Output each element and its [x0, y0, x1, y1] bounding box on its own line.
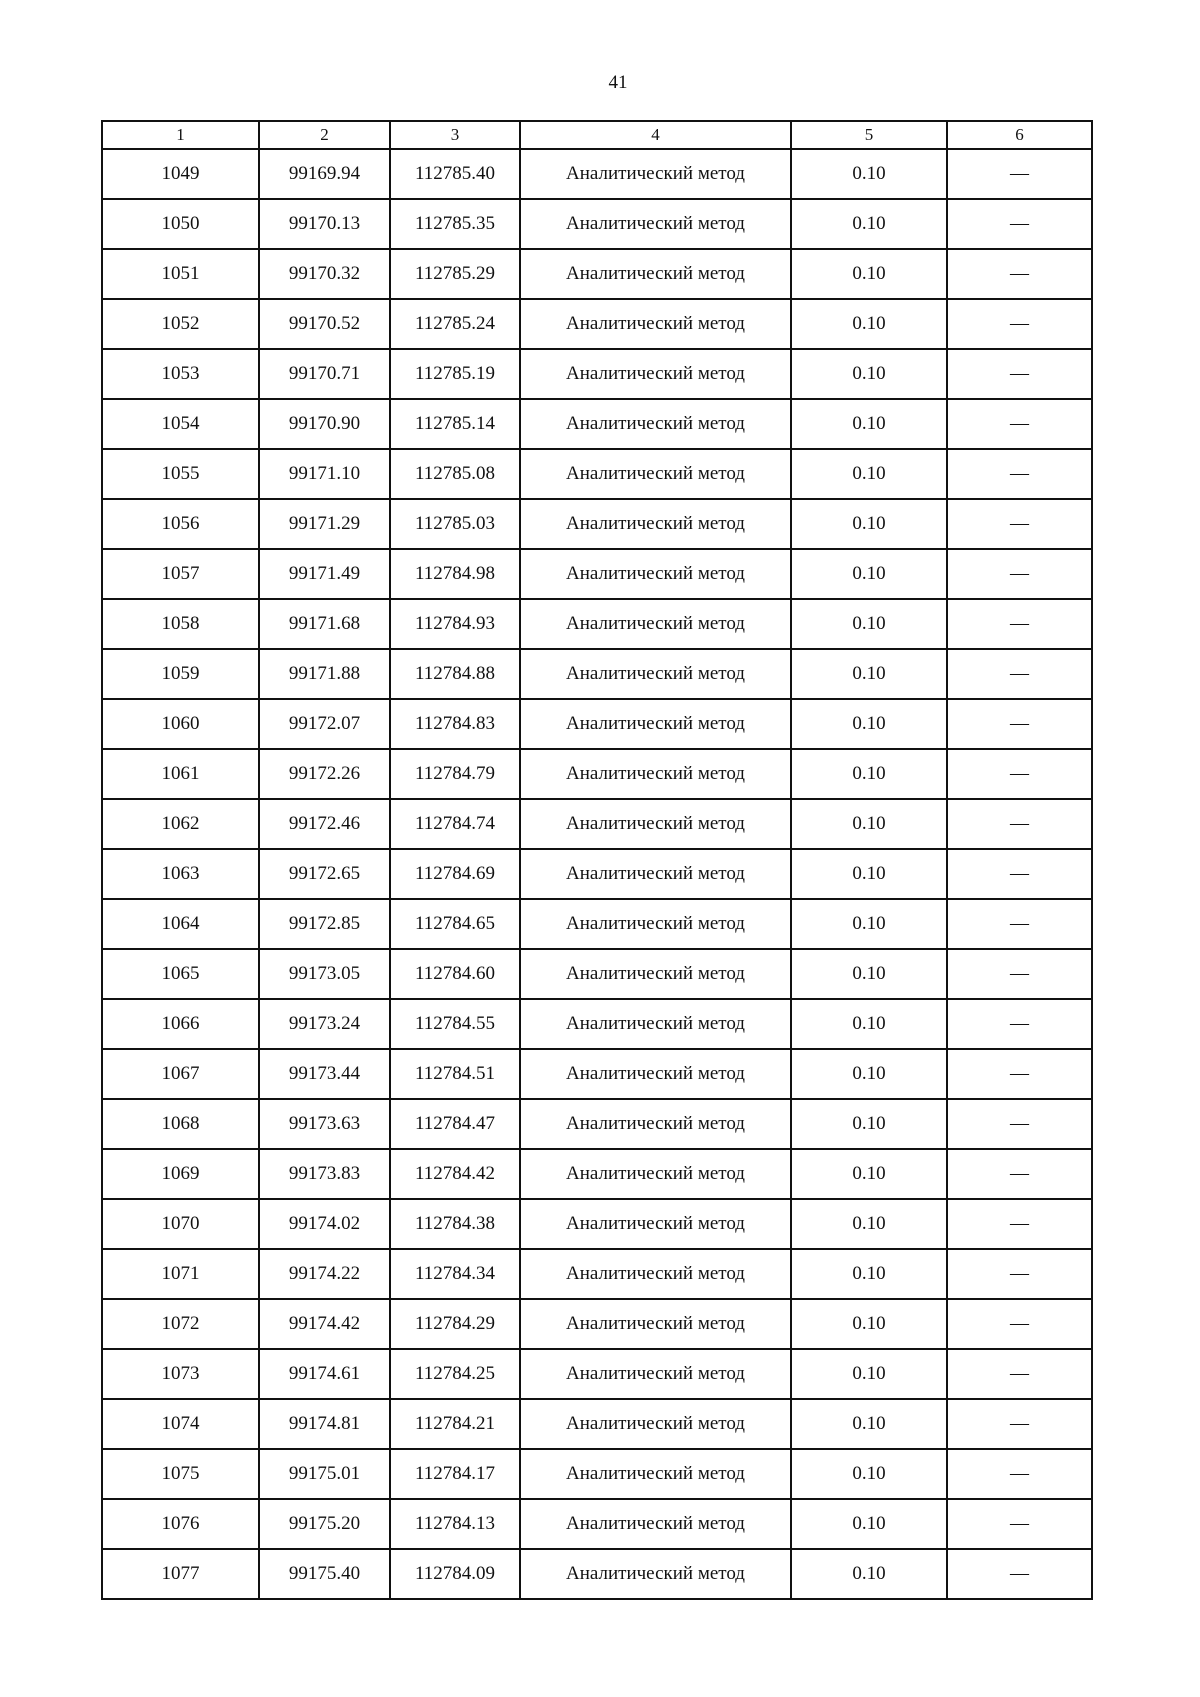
table-row	[102, 199, 1092, 249]
description-cell: —	[947, 1449, 1092, 1499]
point-number-cell: 1049	[102, 149, 259, 199]
table-row	[102, 1449, 1092, 1499]
method-cell: Аналитический метод	[520, 949, 791, 999]
x-coordinate-cell: 99172.46	[259, 799, 390, 849]
x-coordinate-cell: 99170.90	[259, 399, 390, 449]
table-row	[102, 1299, 1092, 1349]
column-header: 6	[947, 121, 1092, 149]
table-row	[102, 549, 1092, 599]
table-row	[102, 449, 1092, 499]
table-row	[102, 849, 1092, 899]
point-number-cell: 1077	[102, 1549, 259, 1599]
table-row	[102, 699, 1092, 749]
column-header: 4	[520, 121, 791, 149]
accuracy-cell: 0.10	[791, 499, 947, 549]
table-body	[102, 149, 1092, 1599]
y-coordinate-cell: 112784.42	[390, 1149, 520, 1199]
column-header: 1	[102, 121, 259, 149]
accuracy-cell: 0.10	[791, 649, 947, 699]
accuracy-cell: 0.10	[791, 299, 947, 349]
x-coordinate-cell: 99170.32	[259, 249, 390, 299]
table-row	[102, 499, 1092, 549]
method-cell: Аналитический метод	[520, 849, 791, 899]
description-cell: —	[947, 849, 1092, 899]
y-coordinate-cell: 112784.29	[390, 1299, 520, 1349]
table-row	[102, 1199, 1092, 1249]
x-coordinate-cell: 99173.05	[259, 949, 390, 999]
description-cell: —	[947, 799, 1092, 849]
y-coordinate-cell: 112784.93	[390, 599, 520, 649]
table-row	[102, 1049, 1092, 1099]
method-cell: Аналитический метод	[520, 549, 791, 599]
y-coordinate-cell: 112784.34	[390, 1249, 520, 1299]
y-coordinate-cell: 112785.24	[390, 299, 520, 349]
accuracy-cell: 0.10	[791, 1249, 947, 1299]
x-coordinate-cell: 99172.65	[259, 849, 390, 899]
x-coordinate-cell: 99173.63	[259, 1099, 390, 1149]
method-cell: Аналитический метод	[520, 649, 791, 699]
description-cell: —	[947, 499, 1092, 549]
y-coordinate-cell: 112784.25	[390, 1349, 520, 1399]
method-cell: Аналитический метод	[520, 1349, 791, 1399]
accuracy-cell: 0.10	[791, 1199, 947, 1249]
description-cell: —	[947, 649, 1092, 699]
y-coordinate-cell: 112784.60	[390, 949, 520, 999]
table-row	[102, 899, 1092, 949]
table-row	[102, 649, 1092, 699]
y-coordinate-cell: 112784.74	[390, 799, 520, 849]
method-cell: Аналитический метод	[520, 1199, 791, 1249]
x-coordinate-cell: 99173.24	[259, 999, 390, 1049]
y-coordinate-cell: 112785.08	[390, 449, 520, 499]
method-cell: Аналитический метод	[520, 1399, 791, 1449]
point-number-cell: 1072	[102, 1299, 259, 1349]
coordinates-table	[101, 120, 1093, 1600]
x-coordinate-cell: 99171.29	[259, 499, 390, 549]
x-coordinate-cell: 99175.01	[259, 1449, 390, 1499]
x-coordinate-cell: 99172.07	[259, 699, 390, 749]
point-number-cell: 1074	[102, 1399, 259, 1449]
y-coordinate-cell: 112785.40	[390, 149, 520, 199]
x-coordinate-cell: 99174.22	[259, 1249, 390, 1299]
point-number-cell: 1060	[102, 699, 259, 749]
accuracy-cell: 0.10	[791, 849, 947, 899]
accuracy-cell: 0.10	[791, 749, 947, 799]
x-coordinate-cell: 99174.02	[259, 1199, 390, 1249]
y-coordinate-cell: 112784.38	[390, 1199, 520, 1249]
accuracy-cell: 0.10	[791, 399, 947, 449]
x-coordinate-cell: 99174.61	[259, 1349, 390, 1399]
point-number-cell: 1075	[102, 1449, 259, 1499]
table-row	[102, 1349, 1092, 1399]
x-coordinate-cell: 99171.88	[259, 649, 390, 699]
table-row	[102, 349, 1092, 399]
column-header: 3	[390, 121, 520, 149]
point-number-cell: 1056	[102, 499, 259, 549]
x-coordinate-cell: 99173.83	[259, 1149, 390, 1199]
table-row	[102, 599, 1092, 649]
table-row	[102, 749, 1092, 799]
point-number-cell: 1065	[102, 949, 259, 999]
accuracy-cell: 0.10	[791, 799, 947, 849]
accuracy-cell: 0.10	[791, 1099, 947, 1149]
point-number-cell: 1070	[102, 1199, 259, 1249]
method-cell: Аналитический метод	[520, 299, 791, 349]
table-row	[102, 1549, 1092, 1599]
point-number-cell: 1062	[102, 799, 259, 849]
y-coordinate-cell: 112784.98	[390, 549, 520, 599]
description-cell: —	[947, 1399, 1092, 1449]
description-cell: —	[947, 599, 1092, 649]
description-cell: —	[947, 1349, 1092, 1399]
point-number-cell: 1055	[102, 449, 259, 499]
point-number-cell: 1069	[102, 1149, 259, 1199]
accuracy-cell: 0.10	[791, 949, 947, 999]
method-cell: Аналитический метод	[520, 599, 791, 649]
y-coordinate-cell: 112785.19	[390, 349, 520, 399]
point-number-cell: 1067	[102, 1049, 259, 1099]
page-number: 41	[608, 72, 628, 93]
table-row	[102, 1399, 1092, 1449]
method-cell: Аналитический метод	[520, 999, 791, 1049]
point-number-cell: 1061	[102, 749, 259, 799]
x-coordinate-cell: 99172.26	[259, 749, 390, 799]
point-number-cell: 1057	[102, 549, 259, 599]
description-cell: —	[947, 899, 1092, 949]
table-row	[102, 949, 1092, 999]
point-number-cell: 1068	[102, 1099, 259, 1149]
x-coordinate-cell: 99171.10	[259, 449, 390, 499]
method-cell: Аналитический метод	[520, 799, 791, 849]
method-cell: Аналитический метод	[520, 199, 791, 249]
y-coordinate-cell: 112785.29	[390, 249, 520, 299]
x-coordinate-cell: 99171.49	[259, 549, 390, 599]
description-cell: —	[947, 949, 1092, 999]
point-number-cell: 1053	[102, 349, 259, 399]
accuracy-cell: 0.10	[791, 999, 947, 1049]
y-coordinate-cell: 112785.03	[390, 499, 520, 549]
description-cell: —	[947, 1199, 1092, 1249]
point-number-cell: 1059	[102, 649, 259, 699]
point-number-cell: 1052	[102, 299, 259, 349]
accuracy-cell: 0.10	[791, 1299, 947, 1349]
description-cell: —	[947, 149, 1092, 199]
point-number-cell: 1058	[102, 599, 259, 649]
x-coordinate-cell: 99173.44	[259, 1049, 390, 1099]
y-coordinate-cell: 112784.79	[390, 749, 520, 799]
table-row	[102, 149, 1092, 199]
y-coordinate-cell: 112784.88	[390, 649, 520, 699]
x-coordinate-cell: 99170.13	[259, 199, 390, 249]
method-cell: Аналитический метод	[520, 1499, 791, 1549]
x-coordinate-cell: 99175.40	[259, 1549, 390, 1599]
accuracy-cell: 0.10	[791, 1399, 947, 1449]
table-row	[102, 999, 1092, 1049]
description-cell: —	[947, 249, 1092, 299]
description-cell: —	[947, 1099, 1092, 1149]
column-header: 5	[791, 121, 947, 149]
table-row	[102, 1149, 1092, 1199]
x-coordinate-cell: 99169.94	[259, 149, 390, 199]
x-coordinate-cell: 99170.52	[259, 299, 390, 349]
y-coordinate-cell: 112784.55	[390, 999, 520, 1049]
method-cell: Аналитический метод	[520, 1449, 791, 1499]
method-cell: Аналитический метод	[520, 749, 791, 799]
description-cell: —	[947, 699, 1092, 749]
point-number-cell: 1066	[102, 999, 259, 1049]
y-coordinate-cell: 112784.83	[390, 699, 520, 749]
header-row	[102, 121, 1092, 149]
method-cell: Аналитический метод	[520, 149, 791, 199]
description-cell: —	[947, 1299, 1092, 1349]
description-cell: —	[947, 999, 1092, 1049]
description-cell: —	[947, 749, 1092, 799]
table-row	[102, 249, 1092, 299]
y-coordinate-cell: 112784.51	[390, 1049, 520, 1099]
accuracy-cell: 0.10	[791, 1499, 947, 1549]
table-header	[102, 121, 1092, 149]
accuracy-cell: 0.10	[791, 1049, 947, 1099]
point-number-cell: 1063	[102, 849, 259, 899]
description-cell: —	[947, 199, 1092, 249]
y-coordinate-cell: 112784.09	[390, 1549, 520, 1599]
point-number-cell: 1064	[102, 899, 259, 949]
description-cell: —	[947, 449, 1092, 499]
accuracy-cell: 0.10	[791, 199, 947, 249]
x-coordinate-cell: 99174.81	[259, 1399, 390, 1449]
accuracy-cell: 0.10	[791, 1449, 947, 1499]
x-coordinate-cell: 99170.71	[259, 349, 390, 399]
y-coordinate-cell: 112784.13	[390, 1499, 520, 1549]
description-cell: —	[947, 1049, 1092, 1099]
method-cell: Аналитический метод	[520, 1549, 791, 1599]
y-coordinate-cell: 112785.35	[390, 199, 520, 249]
y-coordinate-cell: 112784.21	[390, 1399, 520, 1449]
accuracy-cell: 0.10	[791, 449, 947, 499]
method-cell: Аналитический метод	[520, 899, 791, 949]
accuracy-cell: 0.10	[791, 249, 947, 299]
method-cell: Аналитический метод	[520, 1249, 791, 1299]
method-cell: Аналитический метод	[520, 499, 791, 549]
description-cell: —	[947, 1549, 1092, 1599]
y-coordinate-cell: 112784.69	[390, 849, 520, 899]
y-coordinate-cell: 112784.17	[390, 1449, 520, 1499]
x-coordinate-cell: 99171.68	[259, 599, 390, 649]
point-number-cell: 1073	[102, 1349, 259, 1399]
method-cell: Аналитический метод	[520, 1299, 791, 1349]
y-coordinate-cell: 112784.65	[390, 899, 520, 949]
accuracy-cell: 0.10	[791, 549, 947, 599]
point-number-cell: 1050	[102, 199, 259, 249]
point-number-cell: 1076	[102, 1499, 259, 1549]
table-row	[102, 299, 1092, 349]
table-row	[102, 1249, 1092, 1299]
method-cell: Аналитический метод	[520, 249, 791, 299]
accuracy-cell: 0.10	[791, 899, 947, 949]
method-cell: Аналитический метод	[520, 1099, 791, 1149]
y-coordinate-cell: 112784.47	[390, 1099, 520, 1149]
x-coordinate-cell: 99174.42	[259, 1299, 390, 1349]
accuracy-cell: 0.10	[791, 349, 947, 399]
description-cell: —	[947, 1499, 1092, 1549]
method-cell: Аналитический метод	[520, 1149, 791, 1199]
accuracy-cell: 0.10	[791, 1349, 947, 1399]
accuracy-cell: 0.10	[791, 1149, 947, 1199]
point-number-cell: 1054	[102, 399, 259, 449]
accuracy-cell: 0.10	[791, 1549, 947, 1599]
point-number-cell: 1071	[102, 1249, 259, 1299]
method-cell: Аналитический метод	[520, 399, 791, 449]
table-row	[102, 399, 1092, 449]
description-cell: —	[947, 549, 1092, 599]
description-cell: —	[947, 349, 1092, 399]
description-cell: —	[947, 1249, 1092, 1299]
x-coordinate-cell: 99172.85	[259, 899, 390, 949]
table-row	[102, 1099, 1092, 1149]
table-row	[102, 1499, 1092, 1549]
accuracy-cell: 0.10	[791, 599, 947, 649]
accuracy-cell: 0.10	[791, 699, 947, 749]
method-cell: Аналитический метод	[520, 349, 791, 399]
table-row	[102, 799, 1092, 849]
accuracy-cell: 0.10	[791, 149, 947, 199]
description-cell: —	[947, 1149, 1092, 1199]
method-cell: Аналитический метод	[520, 699, 791, 749]
method-cell: Аналитический метод	[520, 1049, 791, 1099]
point-number-cell: 1051	[102, 249, 259, 299]
method-cell: Аналитический метод	[520, 449, 791, 499]
y-coordinate-cell: 112785.14	[390, 399, 520, 449]
column-header: 2	[259, 121, 390, 149]
description-cell: —	[947, 299, 1092, 349]
x-coordinate-cell: 99175.20	[259, 1499, 390, 1549]
description-cell: —	[947, 399, 1092, 449]
